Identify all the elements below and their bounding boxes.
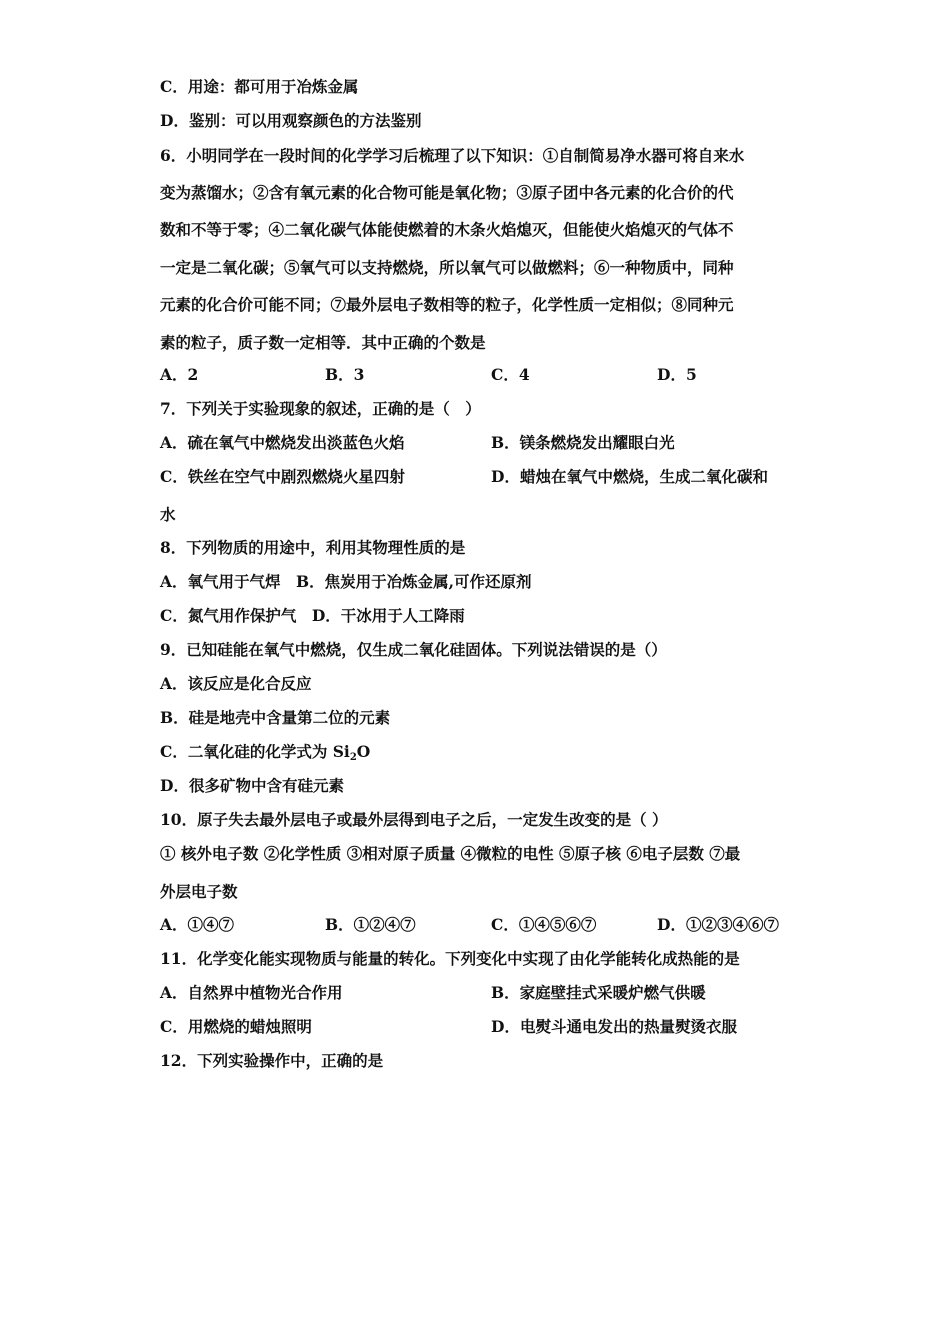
q6-option-c: C．4 (491, 365, 530, 384)
question-10-line-2: ① 核外电子数 ②化学性质 ③相对原子质量 ④微粒的电性 ⑤原子核 ⑥电子层数 ⑦最 (160, 844, 741, 863)
q8-options-ab: A．氧气用于气焊 B．焦炭用于冶炼金属,可作还原剂 (160, 572, 532, 591)
q10-option-d: D．①②③④⑥⑦ (657, 915, 779, 934)
question-10: 10．原子失去最外层电子或最外层得到电子之后，一定发生改变的是（ ） (160, 810, 668, 829)
question-7: 7．下列关于实验现象的叙述，正确的是（ ） (160, 399, 481, 418)
q7-option-c: C．铁丝在空气中剧烈燃烧火星四射 (160, 467, 405, 486)
q9-option-c (160, 742, 800, 762)
q10-option-a: A．①④⑦ (160, 915, 235, 934)
option-d-prev: D．鉴别：可以用观察颜色的方法鉴别 (160, 111, 422, 130)
q9-option-c-subscript: 2 (349, 752, 357, 763)
q11-option-a: A．自然界中植物光合作用 (160, 983, 343, 1002)
q11-option-b: B．家庭壁挂式采暖炉燃气供暖 (491, 983, 706, 1002)
question-6-line-2: 变为蒸馏水；②含有氧元素的化合物可能是氧化物；③原子团中各元素的化合价的代 (160, 183, 734, 202)
question-11: 11．化学变化能实现物质与能量的转化。下列变化中实现了由化学能转化成热能的是 (160, 949, 740, 968)
q7-option-a: A．硫在氧气中燃烧发出淡蓝色火焰 (160, 433, 405, 452)
q10-option-c: C．①④⑤⑥⑦ (491, 915, 597, 934)
question-6-line-4: 一定是二氧化碳；⑤氧气可以支持燃烧，所以氧气可以做燃料；⑥一种物质中，同种 (160, 258, 734, 277)
question-12: 12．下列实验操作中，正确的是 (160, 1051, 384, 1070)
q11-option-c: C．用燃烧的蜡烛照明 (160, 1017, 312, 1036)
question-6-line-5: 元素的化合价可能不同；⑦最外层电子数相等的粒子，化学性质一定相似；⑧同种元 (160, 295, 734, 314)
q6-option-d: D．5 (657, 365, 697, 384)
question-8: 8．下列物质的用途中，利用其物理性质的是 (160, 538, 466, 557)
question-10-line-3: 外层电子数 (160, 882, 238, 901)
q9-option-d: D．很多矿物中含有硅元素 (160, 776, 344, 795)
q9-option-a: A．该反应是化合反应 (160, 674, 312, 693)
q7-option-d: D．蜡烛在氧气中燃烧，生成二氧化碳和 (491, 467, 768, 486)
q7-option-b: B．镁条燃烧发出耀眼白光 (491, 433, 675, 452)
question-6-line-6: 素的粒子，质子数一定相等．其中正确的个数是 (160, 333, 486, 352)
q10-option-b: B．①②④⑦ (325, 915, 416, 934)
q8-options-cd: C．氮气用作保护气 D．干冰用于人工降雨 (160, 606, 465, 625)
q6-option-b: B．3 (325, 365, 365, 384)
question-6-line-3: 数和不等于零；④二氧化碳气体能使燃着的木条火焰熄灭，但能使火焰熄灭的气体不 (160, 220, 734, 239)
q9-option-b: B．硅是地壳中含量第二位的元素 (160, 708, 391, 727)
question-6-line-1: 6．小明同学在一段时间的化学学习后梳理了以下知识：①自制简易净水器可将自来水 (160, 146, 745, 165)
question-9: 9．已知硅能在氧气中燃烧，仅生成二氧化硅固体。下列说法错误的是（） (160, 640, 667, 659)
q9-option-c-tail: O (356, 742, 371, 761)
q6-option-a: A．2 (160, 365, 199, 384)
q11-option-d: D．电熨斗通电发出的热量熨烫衣服 (491, 1017, 737, 1036)
option-c-prev: C．用途：都可用于冶炼金属 (160, 77, 359, 96)
q9-option-c-text: C．二氧化硅的化学式为 Si (160, 742, 350, 761)
q7-option-d-cont: 水 (160, 505, 176, 524)
